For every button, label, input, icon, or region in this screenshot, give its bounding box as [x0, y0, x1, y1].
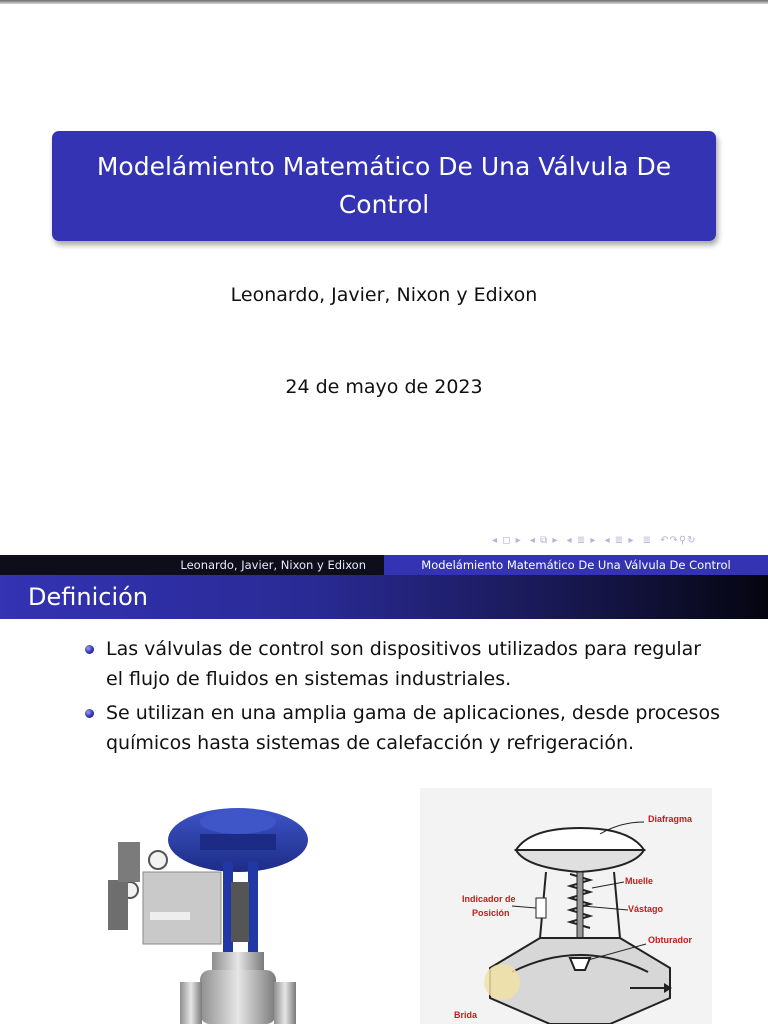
authors: Leonardo, Javier, Nixon y Edixon — [230, 284, 538, 306]
beamer-navigation[interactable] — [492, 535, 762, 551]
nav-search-icon[interactable]: ↶↷⚲↻ — [660, 535, 697, 546]
control-valve-diagram — [420, 788, 712, 1024]
bullet-text: Las válvulas de control son dispositivos utilizados para regular el flujo de fluidos en sistemas industriales. — [106, 638, 702, 690]
control-valve-photo — [88, 792, 320, 1024]
label-posicion: Posición — [472, 908, 510, 918]
nav-section-icon[interactable]: ◂ ≣ ▸ — [566, 535, 597, 546]
valve-photo-illustration — [88, 792, 320, 1024]
bullet-ball-icon — [85, 645, 94, 654]
label-muelle: Muelle — [625, 876, 654, 886]
label-diafragma: Diafragma — [648, 814, 693, 824]
label-brida: Brida — [454, 1010, 478, 1020]
list-item — [82, 698, 722, 758]
bullet-ball-icon — [85, 709, 94, 718]
title-block — [52, 131, 716, 241]
nav-prev-slide-icon[interactable]: ◂ ◻ ▸ — [492, 535, 522, 546]
nav-subsection-icon[interactable]: ◂ ≣ ▸ — [604, 535, 635, 546]
nav-frame-icon[interactable]: ◂ ⧉ ▸ — [529, 535, 559, 546]
top-border — [0, 0, 768, 4]
nav-appendix-icon[interactable]: ≣ — [642, 535, 652, 546]
presentation-date: 24 de mayo de 2023 — [285, 376, 483, 398]
bullet-text: Se utilizan en una amplia gama de aplicaciones, desde procesos químicos hasta sistemas de calefacción y refrigeración. — [106, 702, 720, 754]
footer-bar — [0, 555, 768, 575]
label-vastago: Vástago — [628, 904, 664, 914]
frame-title: Definición — [0, 575, 768, 619]
label-indicador: Indicador de — [462, 894, 516, 904]
label-obturador: Obturador — [648, 935, 692, 945]
list-item — [82, 634, 722, 694]
presentation-title: Modelámiento Matemático De Una Válvula De Control — [96, 152, 672, 219]
footer-title: Modelámiento Matemático De Una Válvula De Control — [384, 555, 768, 575]
bullet-list — [82, 634, 722, 762]
footer-authors: Leonardo, Javier, Nixon y Edixon — [0, 555, 384, 575]
